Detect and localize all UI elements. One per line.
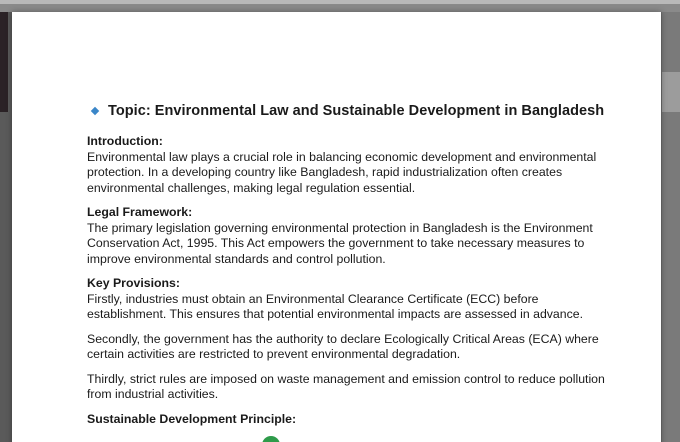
paragraph-line: establishment. This ensures that potential environmental impacts are assessed in advance. (87, 307, 584, 321)
section-paragraph (87, 150, 607, 197)
topic-heading (92, 100, 607, 122)
section-heading: Legal Framework: (87, 205, 193, 219)
background-light-panel (662, 72, 680, 112)
document-section (87, 134, 607, 196)
paragraph-line: environmental challenges, making legal regulation essential. (87, 180, 416, 195)
document-content (87, 100, 607, 427)
section-paragraph (87, 221, 607, 268)
paragraph-line: improve environmental standards and control pollution. (87, 251, 386, 266)
document-sections (87, 134, 607, 403)
document-section (87, 205, 607, 267)
section-paragraph (87, 372, 607, 403)
background-window-top (0, 0, 680, 12)
topic-title: Topic: Environmental Law and Sustainable Development in Bangladesh (108, 103, 605, 119)
paragraph-line: protection. In a developing country like Bangladesh, rapid industrialization often creates (87, 165, 563, 179)
section-heading: Key Provisions: (87, 276, 180, 290)
background-window-right (662, 12, 680, 442)
background-toolbar-strip (0, 0, 680, 4)
paragraph-line: certain activities are restricted to prevent environmental degradation. (87, 347, 461, 361)
section-heading-sustainable-development: Sustainable Development Principle: (87, 411, 297, 426)
paragraph-line: from industrial activities. (87, 387, 219, 401)
paragraph-line: The primary legislation governing environmental protection in Bangladesh is the Environment (87, 220, 593, 235)
paragraph-line: Conservation Act, 1995. This Act empowers the government to take necessary measures to (87, 236, 585, 250)
blue-diamond-icon (91, 107, 99, 115)
paragraph-line: Environmental law plays a crucial role in balancing economic development and environmental (87, 149, 597, 164)
section-paragraph (87, 332, 607, 363)
section-heading: Introduction: (87, 134, 163, 148)
background-dark-panel (0, 12, 8, 112)
section-paragraph (87, 292, 607, 323)
document-preview-modal[interactable] (12, 12, 661, 442)
paragraph-line: Secondly, the government has the authority to declare Ecologically Critical Areas (ECA) where (87, 331, 599, 346)
paragraph-line: Firstly, industries must obtain an Environmental Clearance Certificate (ECC) before (87, 291, 539, 306)
document-section (87, 276, 607, 403)
paragraph-line: Thirdly, strict rules are imposed on waste management and emission control to reduce pollution (87, 371, 605, 386)
